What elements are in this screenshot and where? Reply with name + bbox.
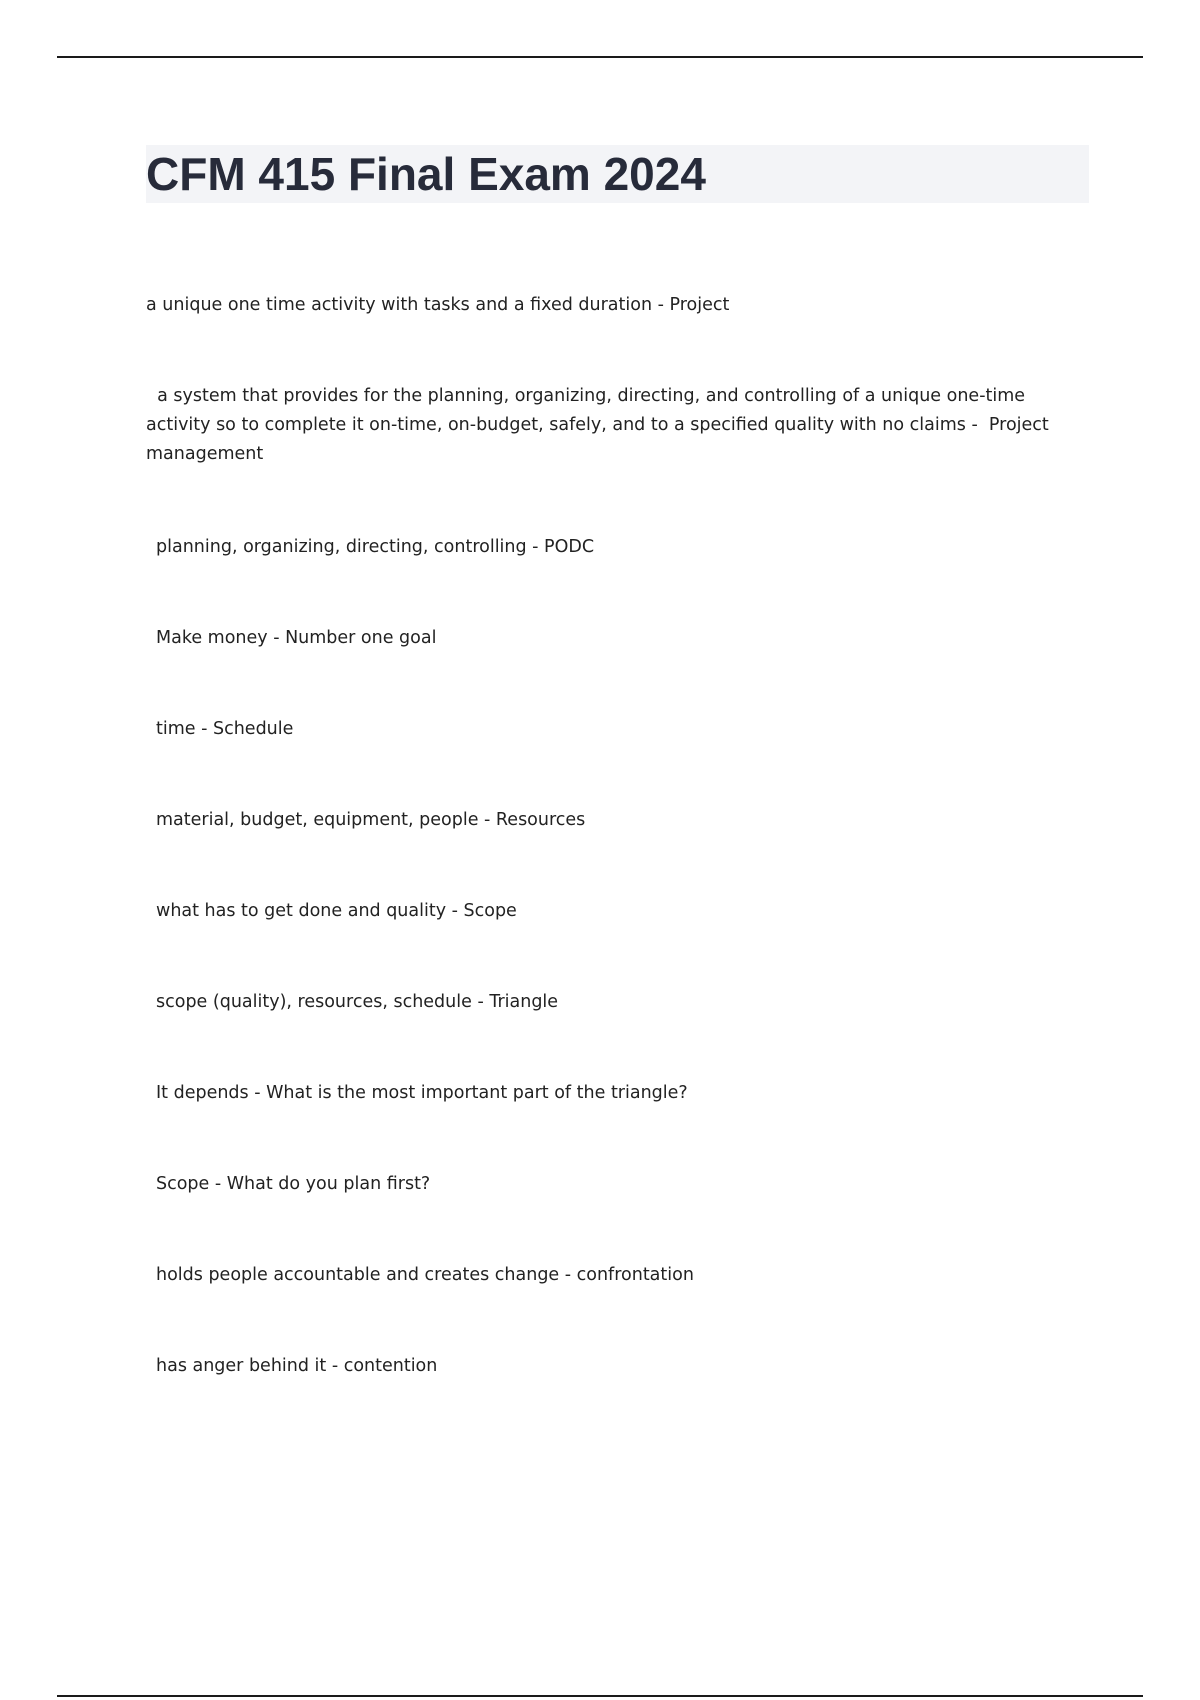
flashcard-7: what has to get done and quality - Scope: [156, 901, 517, 921]
flashcard-9: It depends - What is the most important part of the triangle?: [156, 1083, 688, 1103]
flashcard-5: time - Schedule: [156, 719, 294, 739]
flashcard-8: scope (quality), resources, schedule - Triangle: [156, 992, 559, 1012]
flashcard-6: material, budget, equipment, people - Resources: [156, 810, 586, 830]
flashcard-12: has anger behind it - contention: [156, 1356, 438, 1376]
flashcard-11: holds people accountable and creates change - confrontation: [156, 1265, 694, 1285]
flashcard-3: planning, organizing, directing, controlling - PODC: [156, 537, 595, 557]
flashcard-4: Make money - Number one goal: [156, 628, 437, 648]
flashcard-1: a unique one time activity with tasks and a fixed duration - Project: [146, 295, 730, 315]
flashcard-10: Scope - What do you plan first?: [156, 1174, 431, 1194]
page-title: CFM 415 Final Exam 2024: [146, 148, 706, 200]
top-rule: [57, 56, 1143, 58]
bottom-rule: [57, 1695, 1143, 1697]
flashcard-2: a system that provides for the planning, organizing, directing, and controlling of a unique one-time activity so to complete it on-time, on-budget, safely, and to a specified quality with no claims - Project management: [146, 386, 1055, 464]
